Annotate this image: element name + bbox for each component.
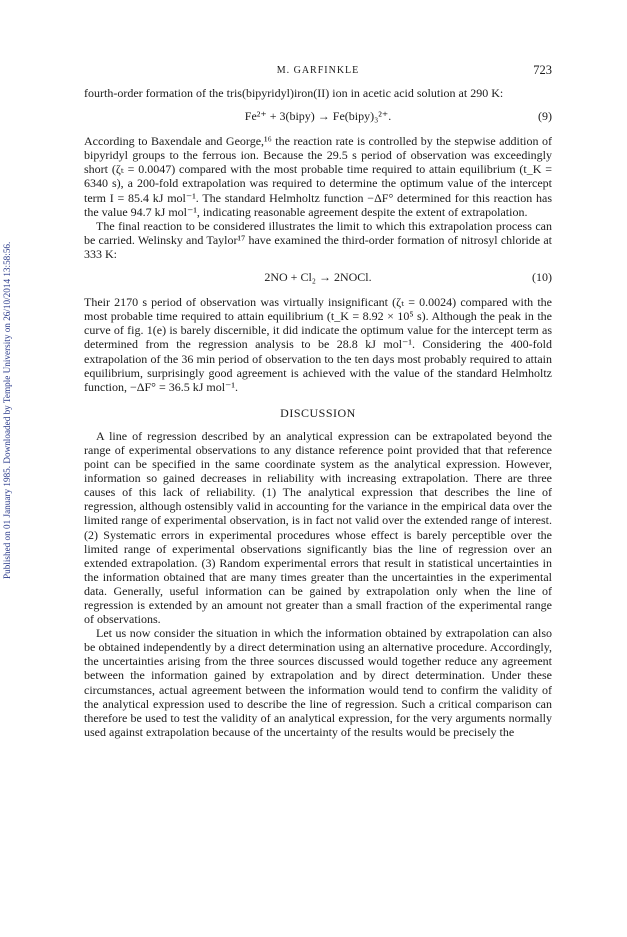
equation-9-text: Fe²⁺ + 3(bipy) → Fe(bipy)₃²⁺. — [244, 109, 392, 124]
equation-10 — [84, 270, 552, 284]
section-heading-discussion: DISCUSSION — [280, 405, 356, 420]
paragraph-comparison: Let us now consider the situation in which the information obtained by extrapolation can also be obtained independently by a direct determination using an alternative procedure. Accordingly, the uncertainties arising from the three sources discussed would together reduce any agreement between the information gained by extrapolation and by direct determination. Under these circumstances, actual agreement between the information would tend to confirm the validity of the analytical expression used to describe the line of regression. Such a critical comparison can therefore be used to test the validity of an analytical expression, for the very arguments normally used against extrapolation because of the uncertainty of the results would be precisely the — [84, 626, 552, 739]
running-head: M. GARFINKLE — [276, 65, 360, 76]
paragraph-regression: A line of regression described by an analytical expression can be extrapolated beyond the range of experimental observations to any distance reference point provided that that reference point can be specified in the same coordinate system as the analytical expression. However, information so gained decreases in reliability with increasing extrapolation. There are three causes of this lack of reliability. (1) The analytical expression that describes the line of regression, although ostensibly valid in accounting for the variance in the empirical data over the limited range of experimental observation, is in fact not valid over the extended range of interest. (2) Systematic errors in experimental procedures whose effect is barely perceptible over the limited range of experimental observations significantly bias the line of regression over an extended extrapolation. (3) Random experimental errors that result in statistical uncertainties in the information obtained that are many times greater than the uncertainties in the experimental data. Generally, useful information can be gained by extrapolation only when the line of regression is extended by an amount not greater than a small fraction of the experimental range of observations. — [84, 428, 552, 627]
download-watermark: Published on 01 January 1985. Downloaded by Temple University on 26/10/2014 13:58:56. — [2, 241, 12, 579]
equation-10-text: 2NO + Cl₂ → 2NOCl. — [264, 270, 372, 285]
paragraph-final-reaction: The final reaction to be considered illustrates the limit to which this extrapolation process can be carried. Welinsky and Taylor¹⁷ have examined the third-order formation of nitrosyl chloride at 333 K: — [84, 218, 552, 261]
article-body — [84, 86, 552, 739]
equation-10-number: (10) — [532, 270, 552, 285]
page-header — [84, 65, 552, 81]
paragraph-baxendale: According to Baxendale and George,¹⁶ the reaction rate is controlled by the stepwise addition of bipyridyl groups to the ferrous ion. Because the 29.5 s period of observation was exceedingly short (ζₜ = 0.0047) compared with the most probable time required to attain equilibrium (t_K = 6340 s), a 200-fold extrapolation was required to determine the optimum value of the intercept term I = 85.4 kJ mol⁻¹. The standard Helmholtz function −ΔF° determined for this reaction has the value 94.7 kJ mol⁻¹, indicating reasonable agreement despite the extent of extrapolation. — [84, 134, 552, 219]
page-number: 723 — [533, 63, 552, 77]
paragraph-continuation: fourth-order formation of the tris(bipyridyl)iron(II) ion in acetic acid solution at 290 K: — [84, 86, 504, 100]
paragraph-nitrosyl: Their 2170 s period of observation was virtually insignificant (ζₜ = 0.0024) compared with the most probable time required to attain equilibrium (t_K = 8.92 × 10⁵ s). Although the peak in the curve of fig. 1(e) is barely discernible, it did indicate the optimum value for the intercept term as determined from the regression analysis to be 28.8 kJ mol⁻¹. Considering the 400-fold extrapolation of the 36 min period of observation to the ten days most probably required to attain equilibrium, surprisingly good agreement is achieved with the value of the standard Helmholtz function, −ΔF° = 36.5 kJ mol⁻¹. — [84, 295, 552, 394]
equation-9 — [84, 109, 552, 123]
equation-9-number: (9) — [538, 109, 552, 124]
